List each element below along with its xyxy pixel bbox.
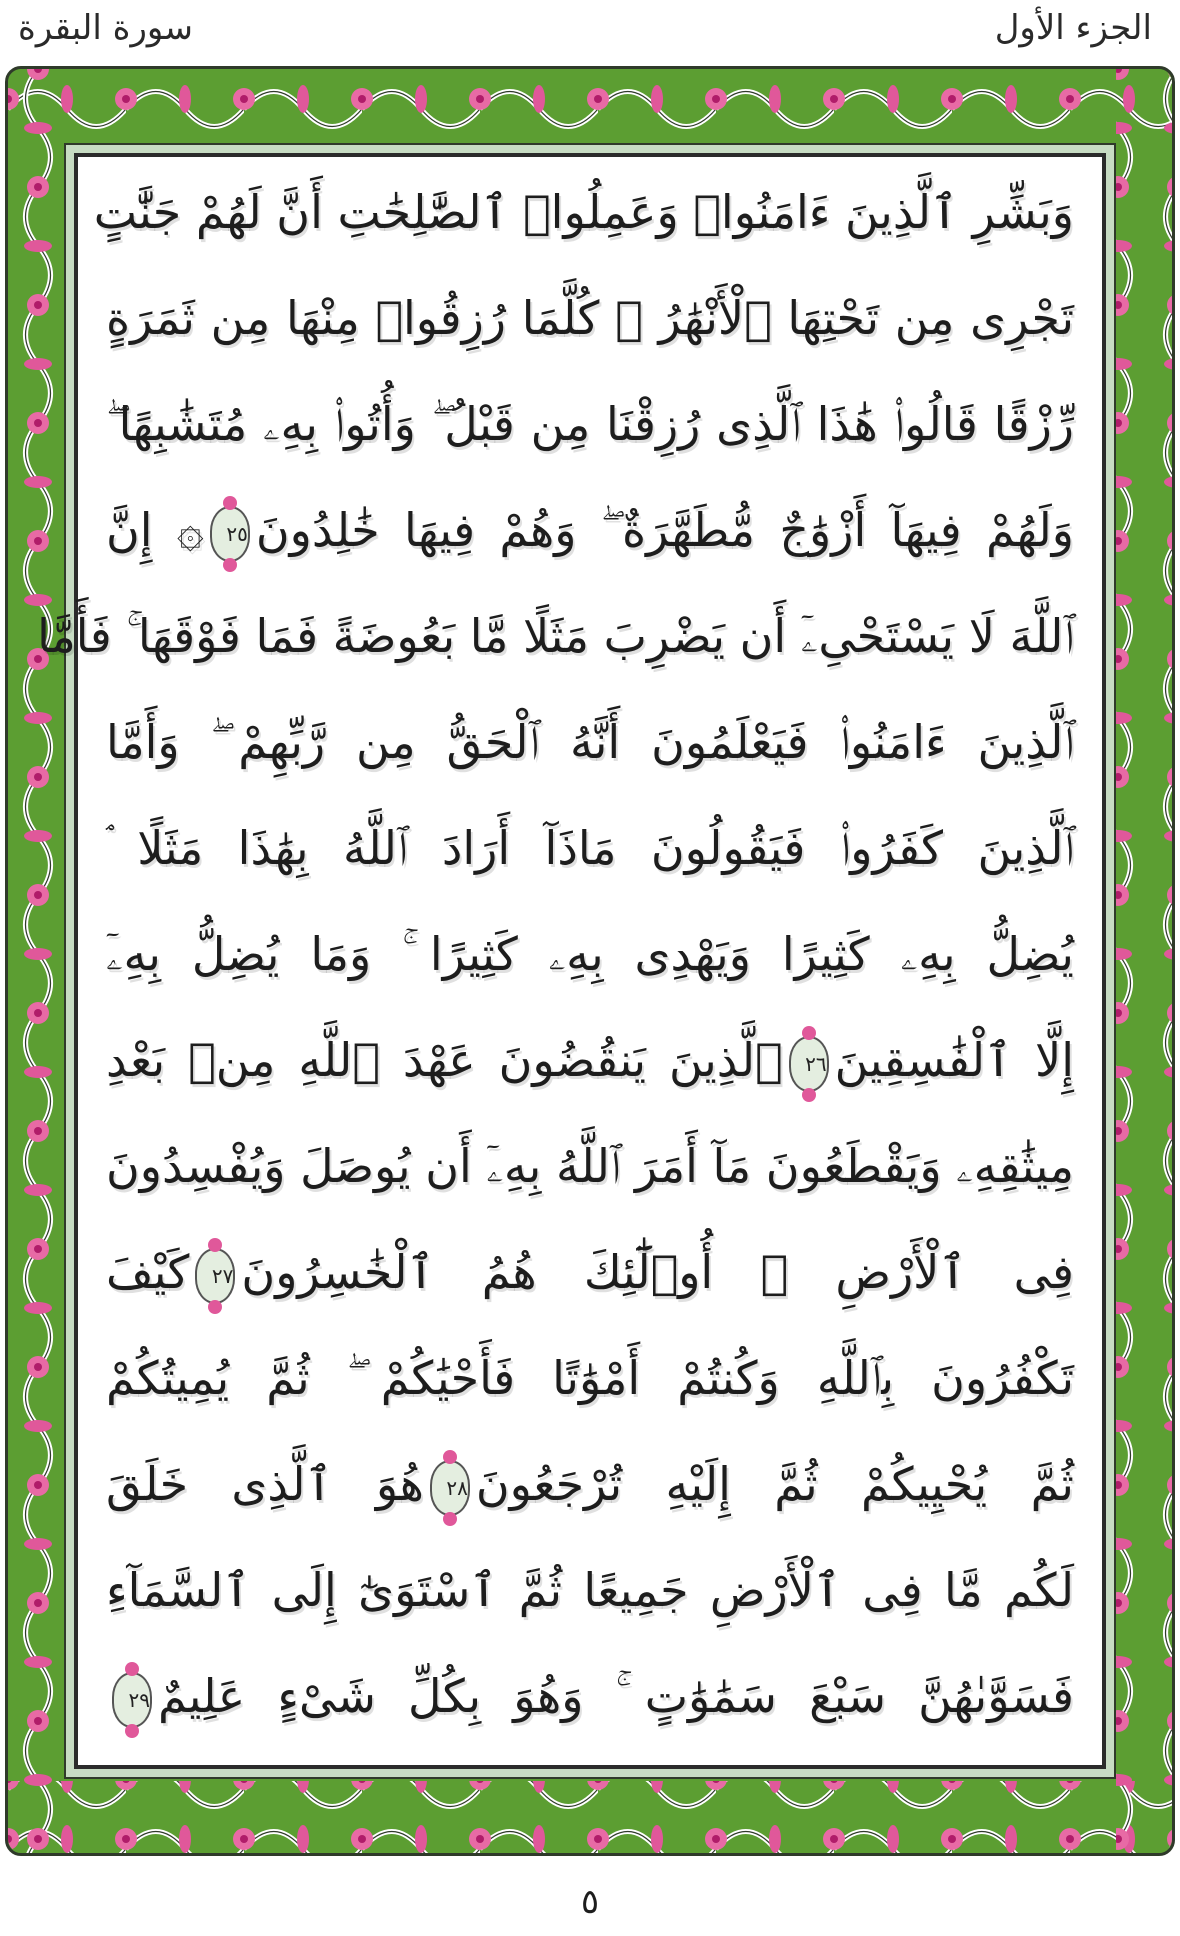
ayah-marker-28: ٢٨ [430,1460,470,1516]
juz-title: الجزء الأول [994,8,1152,48]
text-line-4: وَلَهُمْ فِيهَآ أَزْوَٰجٌ مُّطَهَّرَةٌ ۖ وَهُمْ فِيهَا خَٰلِدُونَ٢٥۞ إِنَّ [106,489,1074,571]
text-line-10: مِيثَٰقِهِۦ وَيَقْطَعُونَ مَآ أَمَرَ ٱللَّهُ بِهِۦٓ أَن يُوصَلَ وَيُفْسِدُونَ [106,1139,1074,1193]
text-line-1: وَبَشِّرِ ٱلَّذِينَ ءَامَنُوا۟ وَعَمِلُوا۟ ٱلصَّٰلِحَٰتِ أَنَّ لَهُمْ جَنَّٰتٍ [93,185,1074,239]
text-line-2: تَجْرِى مِن تَحْتِهَا ٱلْأَنْهَٰرُ ۖ كُلَّمَا رُزِقُوا۟ مِنْهَا مِن ثَمَرَةٍ [106,291,1074,345]
text-line-14: لَكُم مَّا فِى ٱلْأَرْضِ جَمِيعًا ثُمَّ ٱسْتَوَىٰٓ إِلَى ٱلسَّمَآءِ [106,1563,1074,1617]
text-line-5: ٱللَّهَ لَا يَسْتَحْىِۦٓ أَن يَضْرِبَ مَثَلًا مَّا بَعُوضَةً فَمَا فَوْقَهَا ۚ فَأَمَّا [37,609,1074,663]
text-line-15: فَسَوَّىٰهُنَّ سَبْعَ سَمَٰوَٰتٍ ۚ وَهُوَ بِكُلِّ شَىْءٍ عَلِيمٌ٢٩ [106,1655,1074,1737]
quran-text-area [37,153,1106,1769]
ayah-marker-27: ٢٧ [195,1248,235,1304]
text-line-3: رِّزْقًا قَالُوا۟ هَٰذَا ٱلَّذِى رُزِقْنَا مِن قَبْلُ ۖ وَأُتُوا۟ بِهِۦ مُتَشَٰبِهًا ۖ [106,397,1074,451]
page-header [0,0,1180,60]
text-line-6: ٱلَّذِينَ ءَامَنُوا۟ فَيَعْلَمُونَ أَنَّهُ ٱلْحَقُّ مِن رَّبِّهِمْ ۖ وَأَمَّا [106,715,1074,769]
surah-title: سورة البقرة [18,8,193,48]
ornamental-frame [5,66,1175,1856]
ayah-marker-26: ٢٦ [789,1036,829,1092]
ayah-marker-25: ٢٥ [210,506,250,562]
text-line-9: إِلَّا ٱلْفَٰسِقِينَ٢٦ٱلَّذِينَ يَنقُضُونَ عَهْدَ ٱللَّهِ مِنۢ بَعْدِ [106,1019,1074,1101]
text-line-12: تَكْفُرُونَ بِٱللَّهِ وَكُنتُمْ أَمْوَٰتًا فَأَحْيَٰكُمْ ۖ ثُمَّ يُمِيتُكُمْ [106,1351,1074,1405]
ayah-marker-29: ٢٩ [112,1672,152,1728]
text-line-13: ثُمَّ يُحْيِيكُمْ ثُمَّ إِلَيْهِ تُرْجَعُونَ٢٨هُوَ ٱلَّذِى خَلَقَ [106,1443,1074,1525]
page-number: ٥ [580,1882,600,1922]
text-line-8: يُضِلُّ بِهِۦ كَثِيرًا وَيَهْدِى بِهِۦ كَثِيرًا ۚ وَمَا يُضِلُّ بِهِۦٓ [106,927,1074,981]
text-line-7: ٱلَّذِينَ كَفَرُوا۟ فَيَقُولُونَ مَاذَآ أَرَادَ ٱللَّهُ بِهَٰذَا مَثَلًا ۘ [106,821,1074,875]
text-lines [37,157,1102,1765]
text-line-11: فِى ٱلْأَرْضِ ۚ أُو۟لَٰٓئِكَ هُمُ ٱلْخَٰسِرُونَ٢٧كَيْفَ [106,1231,1074,1313]
